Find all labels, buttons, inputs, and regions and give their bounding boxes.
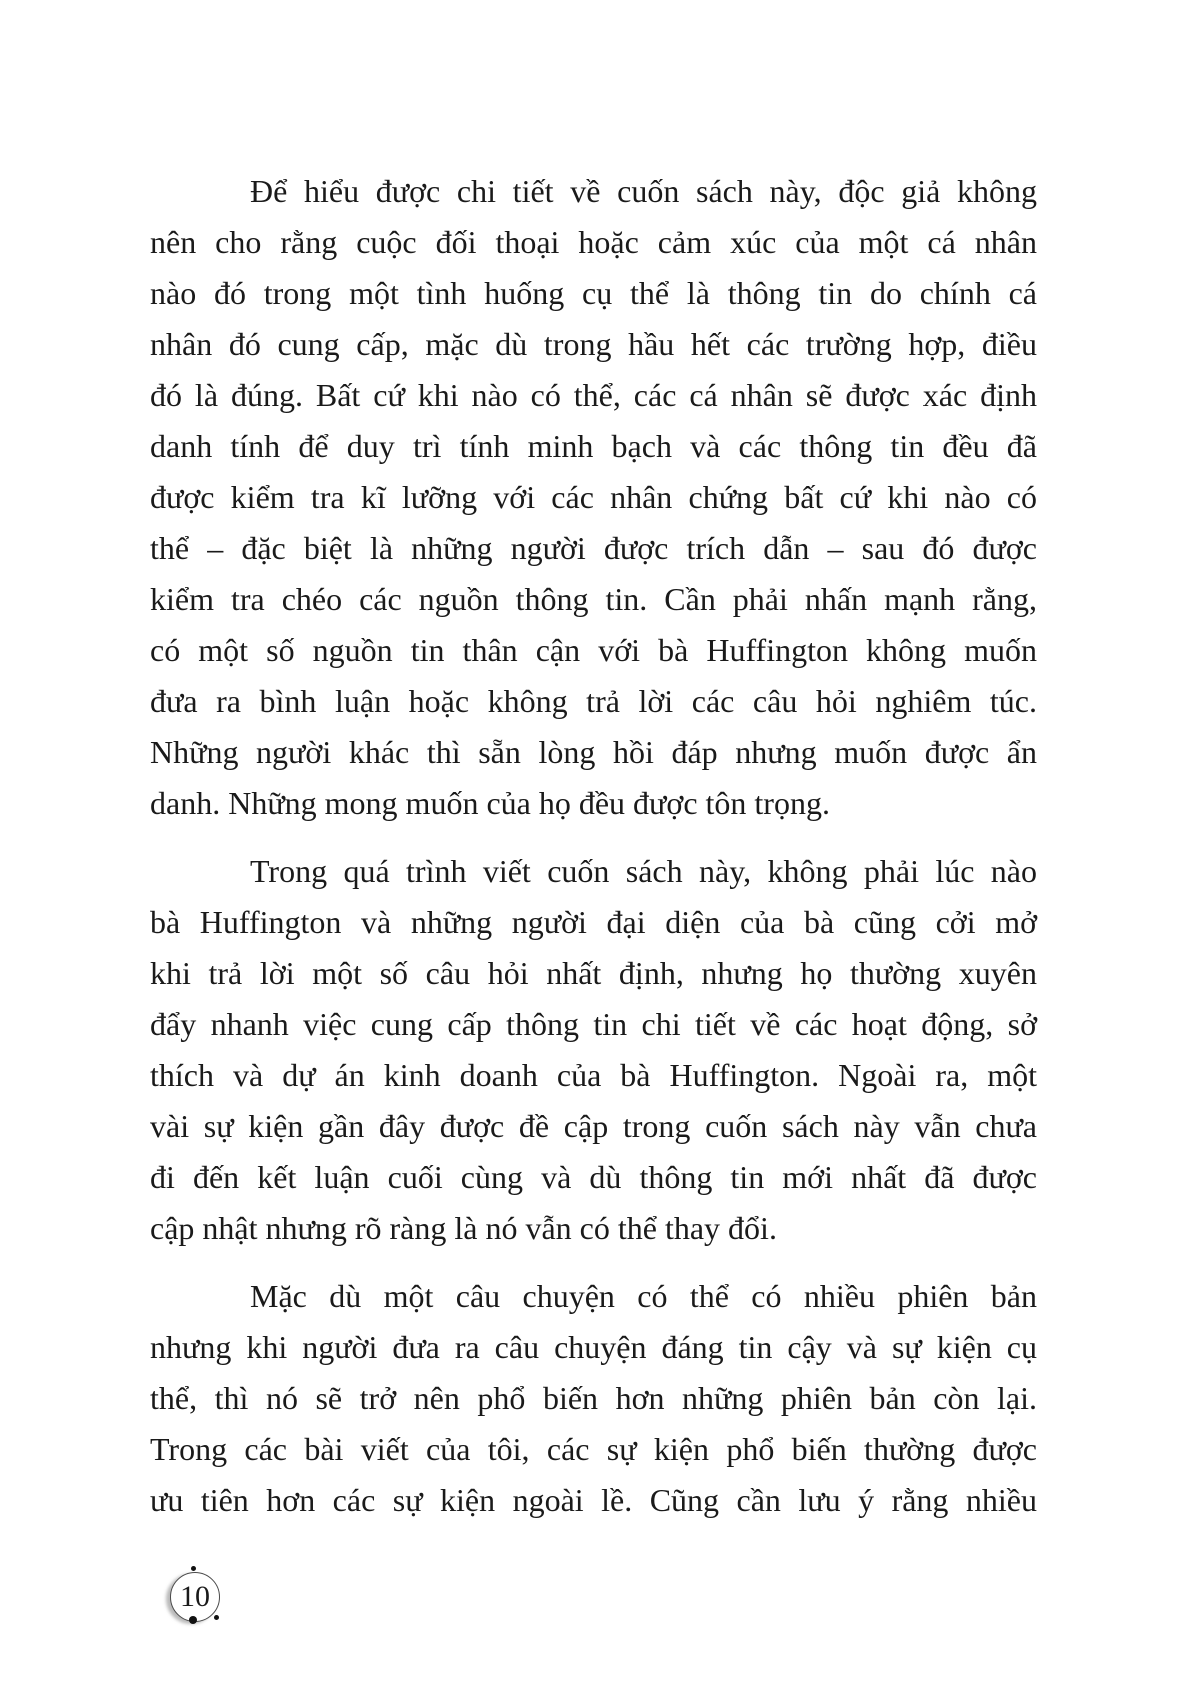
text-line: vài sự kiện gần đây được đề cập trong cuốn sách này vẫn chưa [150,1108,1037,1144]
text-line: Những người khác thì sẵn lòng hồi đáp nhưng muốn được ẩn [150,734,1037,770]
text-line: kiểm tra chéo các nguồn thông tin. Cần phải nhấn mạnh rằng, [150,581,1037,617]
text-line: nhưng khi người đưa ra câu chuyện đáng tin cậy và sự kiện cụ [150,1329,1037,1365]
text-line: nên cho rằng cuộc đối thoại hoặc cảm xúc của một cá nhân [150,224,1037,260]
text-line: cập nhật nhưng rõ ràng là nó vẫn có thể thay đổi. [150,1210,777,1246]
ornament-dot-bottom-left [189,1616,197,1624]
page-number-ornament [168,1570,228,1630]
text-line: có một số nguồn tin thân cận với bà Huffington không muốn [150,632,1037,668]
text-line: thích và dự án kinh doanh của bà Huffington. Ngoài ra, một [150,1057,1037,1093]
text-line: ưu tiên hơn các sự kiện ngoài lề. Cũng cần lưu ý rằng nhiều [150,1482,1037,1518]
paragraph [150,166,1037,829]
text-line: đưa ra bình luận hoặc không trả lời các câu hỏi nghiêm túc. [150,683,1037,719]
text-line: Để hiểu được chi tiết về cuốn sách này, độc giả không [250,173,1037,209]
text-line: danh. Những mong muốn của họ đều được tôn trọng. [150,785,830,821]
paragraph [150,846,1037,1254]
text-line: Mặc dù một câu chuyện có thể có nhiều phiên bản [250,1278,1037,1314]
paragraph [150,1271,1037,1526]
ornament-dot-top [191,1566,196,1571]
text-line: nào đó trong một tình huống cụ thể là thông tin do chính cá [150,275,1037,311]
text-line: danh tính để duy trì tính minh bạch và các thông tin đều đã [150,428,1037,464]
body-text [150,166,1037,1543]
page-number: 10 [180,1580,210,1613]
page-number-badge [170,1572,220,1622]
text-line: thể, thì nó sẽ trở nên phổ biến hơn những phiên bản còn lại. [150,1380,1037,1416]
text-line: được kiểm tra kĩ lưỡng với các nhân chứng bất cứ khi nào có [150,479,1037,515]
text-line: Trong các bài viết của tôi, các sự kiện phổ biến thường được [150,1431,1037,1467]
text-line: đi đến kết luận cuối cùng và dù thông tin mới nhất đã được [150,1159,1037,1195]
text-line: nhân đó cung cấp, mặc dù trong hầu hết các trường hợp, điều [150,326,1037,362]
text-line: đẩy nhanh việc cung cấp thông tin chi tiết về các hoạt động, sở [150,1006,1037,1042]
text-line: thể – đặc biệt là những người được trích dẫn – sau đó được [150,530,1037,566]
text-line: Trong quá trình viết cuốn sách này, không phải lúc nào [250,853,1037,889]
ornament-dot-bottom-right [214,1615,219,1620]
text-line: khi trả lời một số câu hỏi nhất định, nhưng họ thường xuyên [150,955,1037,991]
text-line: bà Huffington và những người đại diện của bà cũng cởi mở [150,904,1037,940]
text-line: đó là đúng. Bất cứ khi nào có thể, các cá nhân sẽ được xác định [150,377,1037,413]
